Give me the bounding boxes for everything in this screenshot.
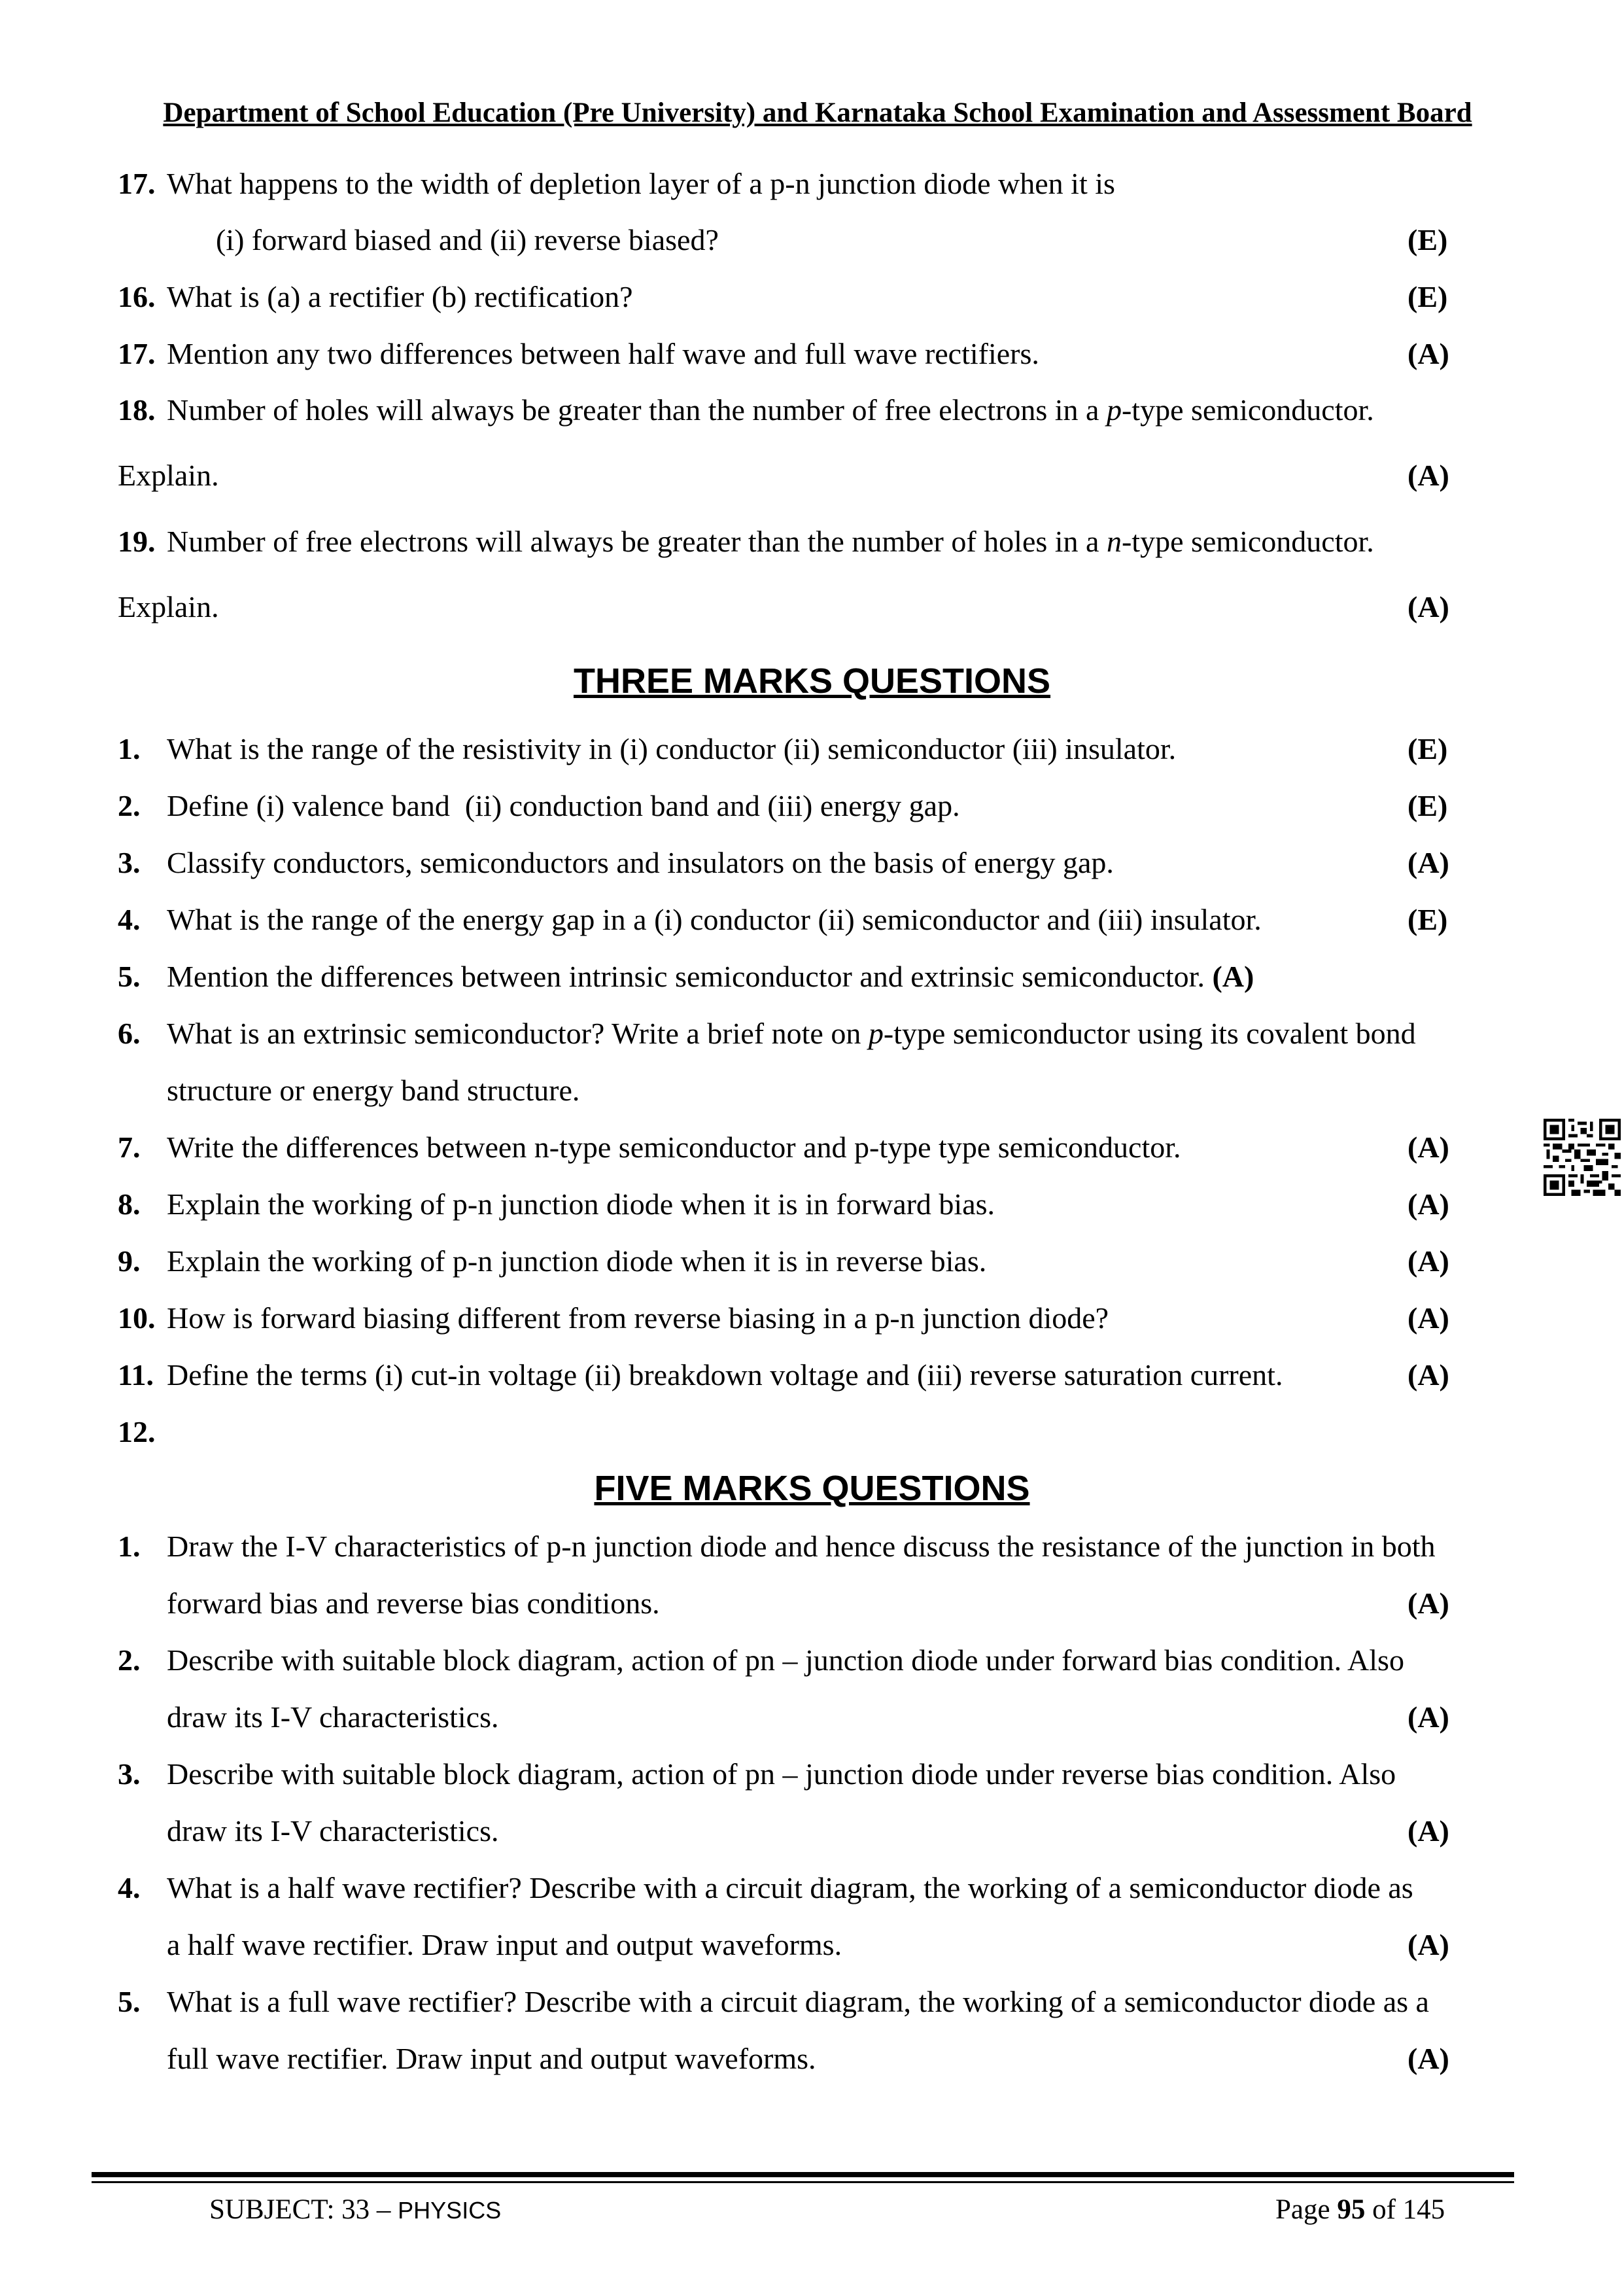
question-text-continued: Explain.: [118, 459, 219, 492]
question-tag: (E): [1408, 789, 1448, 822]
question-number: 2.: [118, 1643, 141, 1677]
question-text: What is an extrinsic semiconductor? Write a brief note on p-type semiconductor using its covalent bond: [167, 1017, 1416, 1050]
question-number: 4.: [118, 1871, 141, 1904]
question-number: 2.: [118, 789, 141, 822]
qr-code: [1544, 1119, 1621, 1196]
question-tag: (E): [1408, 903, 1448, 936]
question-text-continued: structure or energy band structure.: [167, 1074, 580, 1107]
question-text: Mention any two differences between half wave and full wave rectifiers.: [167, 337, 1039, 370]
question-number: 3.: [118, 846, 141, 879]
question-text: Number of free electrons will always be greater than the number of holes in a n-type semiconductor.: [167, 525, 1374, 558]
footer-rule-thin: [92, 2181, 1514, 2183]
footer-subject: SUBJECT: 33 – PHYSICS: [209, 2194, 502, 2225]
question-text-continued: forward bias and reverse bias conditions.: [167, 1586, 660, 1620]
question-tag: (A): [1408, 1814, 1449, 1848]
question-text: Explain the working of p-n junction diode when it is in reverse bias.: [167, 1244, 987, 1278]
question-tag: (E): [1408, 223, 1448, 256]
question-tag: (A): [1212, 960, 1254, 993]
question-text-continued: draw its I-V characteristics.: [167, 1814, 499, 1848]
question-text: Write the differences between n-type semiconductor and p-type type semiconductor.: [167, 1130, 1181, 1164]
question-number: 1.: [118, 732, 141, 765]
question-number: 11.: [118, 1358, 154, 1392]
question-tag: (A): [1408, 846, 1449, 879]
question-text: Explain the working of p-n junction diode when it is in forward bias.: [167, 1187, 995, 1221]
question-text-continued: (i) forward biased and (ii) reverse biased?: [216, 223, 719, 256]
five-marks-heading: FIVE MARKS QUESTIONS: [594, 1469, 1030, 1508]
footer-rule-thick: [92, 2172, 1514, 2177]
question-tag: (A): [1408, 1358, 1449, 1392]
question-number: 5.: [118, 960, 141, 993]
question-text: Describe with suitable block diagram, action of pn – junction diode under forward bias condition. Also: [167, 1643, 1404, 1677]
question-text: Classify conductors, semiconductors and insulators on the basis of energy gap.: [167, 846, 1114, 879]
question-tag: (A): [1408, 2042, 1449, 2075]
question-text: What is the range of the energy gap in a (i) conductor (ii) semiconductor and (iii) insulator.: [167, 903, 1262, 936]
footer-page-number: Page 95 of 145: [1275, 2194, 1445, 2225]
question-text: Draw the I-V characteristics of p-n junction diode and hence discuss the resistance of the junction in both: [167, 1530, 1436, 1563]
question-text: What is a half wave rectifier? Describe with a circuit diagram, the working of a semiconductor diode as: [167, 1871, 1413, 1904]
question-tag: (A): [1408, 1244, 1449, 1278]
question-tag: (A): [1408, 459, 1449, 492]
question-number: 12.: [118, 1415, 156, 1448]
question-number: 9.: [118, 1244, 141, 1278]
question-number: 3.: [118, 1757, 141, 1791]
question-text: How is forward biasing different from reverse biasing in a p-n junction diode?: [167, 1301, 1109, 1335]
question-text-continued: a half wave rectifier. Draw input and output waveforms.: [167, 1928, 842, 1961]
question-tag: (A): [1408, 1586, 1449, 1620]
question-number: 8.: [118, 1187, 141, 1221]
question-text: What is a full wave rectifier? Describe with a circuit diagram, the working of a semiconductor diode as a: [167, 1985, 1429, 2018]
question-tag: (A): [1408, 1130, 1449, 1164]
question-number: 16.: [118, 280, 156, 313]
question-tag: (A): [1408, 1700, 1449, 1734]
question-text: What happens to the width of depletion layer of a p-n junction diode when it is: [167, 167, 1115, 200]
page-header: Department of School Education (Pre University) and Karnataka School Examination and Assessment Board: [163, 97, 1472, 128]
question-text: Number of holes will always be greater than the number of free electrons in a p-type semiconductor.: [167, 393, 1374, 427]
question-number: 5.: [118, 1985, 141, 2018]
question-text-continued: Explain.: [118, 590, 219, 623]
three-marks-heading: THREE MARKS QUESTIONS: [573, 661, 1051, 701]
question-text: Mention the differences between intrinsic semiconductor and extrinsic semiconductor. (A): [167, 960, 1254, 993]
question-number: 7.: [118, 1130, 141, 1164]
question-number: 4.: [118, 903, 141, 936]
question-text-continued: full wave rectifier. Draw input and output waveforms.: [167, 2042, 816, 2075]
question-text-continued: draw its I-V characteristics.: [167, 1700, 499, 1734]
question-number: 1.: [118, 1530, 141, 1563]
question-text: Describe with suitable block diagram, action of pn – junction diode under reverse bias condition. Also: [167, 1757, 1396, 1791]
question-tag: (A): [1408, 1928, 1449, 1961]
question-tag: (E): [1408, 280, 1448, 313]
question-tag: (A): [1408, 1301, 1449, 1335]
question-text: Define (i) valence band (ii) conduction band and (iii) energy gap.: [167, 789, 960, 822]
question-tag: (A): [1408, 1187, 1449, 1221]
question-number: 19.: [118, 525, 156, 558]
question-number: 18.: [118, 393, 156, 427]
question-text: What is the range of the resistivity in (i) conductor (ii) semiconductor (iii) insulator.: [167, 732, 1177, 765]
question-text: Define the terms (i) cut-in voltage (ii) breakdown voltage and (iii) reverse saturation current.: [167, 1358, 1283, 1392]
question-tag: (E): [1408, 732, 1448, 765]
question-number: 17.: [118, 337, 156, 370]
question-number: 10.: [118, 1301, 156, 1335]
question-number: 17.: [118, 167, 156, 200]
question-tag: (A): [1408, 337, 1449, 370]
question-tag: (A): [1408, 590, 1449, 623]
question-number: 6.: [118, 1017, 141, 1050]
question-text: What is (a) a rectifier (b) rectification?: [167, 280, 633, 313]
